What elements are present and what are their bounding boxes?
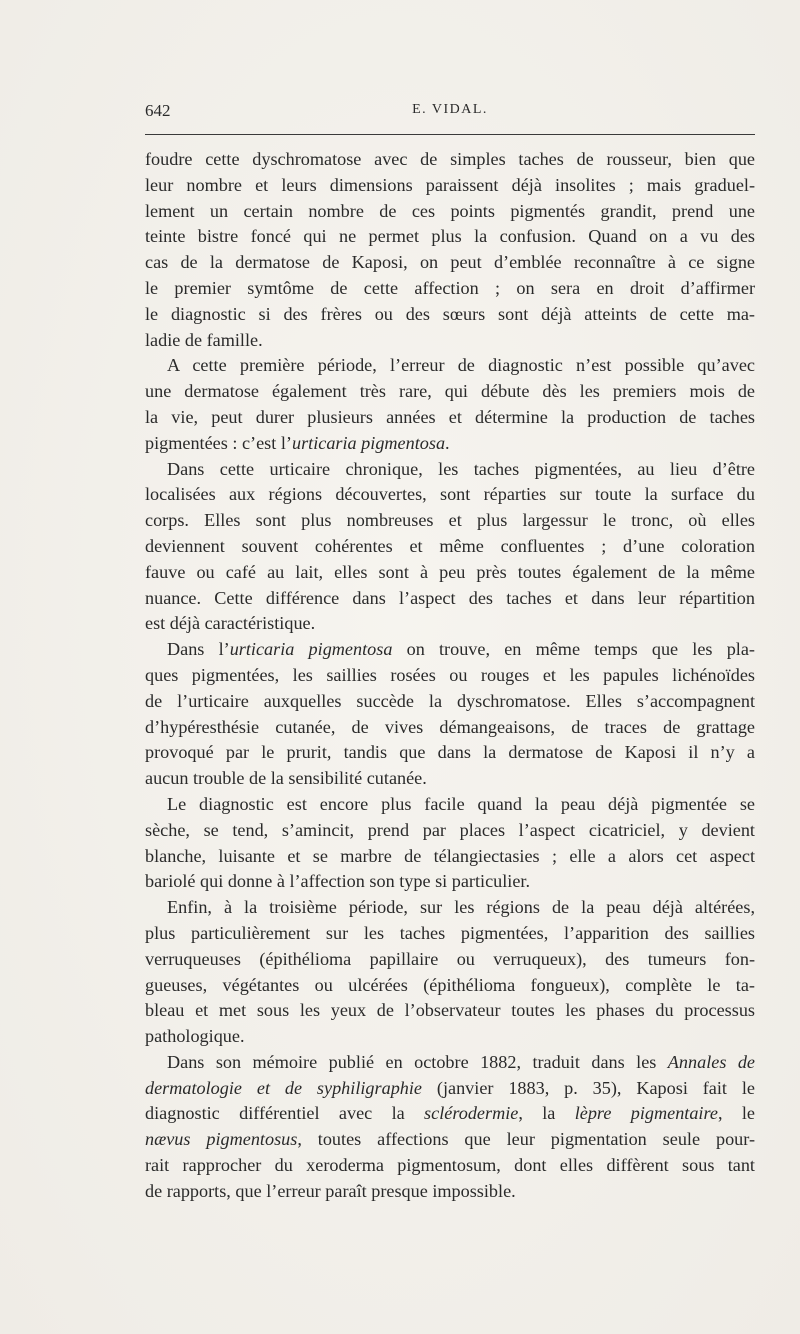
paragraph	[145, 353, 755, 456]
text-line: est déjà caractéristique.	[145, 613, 316, 634]
text-line: leur nombre et leurs dimensions paraissent déjà insolites ; mais graduel-	[145, 174, 755, 195]
text-line: deviennent souvent cohérentes et même confluentes ; d’une coloration	[145, 535, 755, 556]
text-line: corps. Elles sont plus nombreuses et plus largessur le tronc, où elles	[145, 510, 755, 531]
text-line: pigmentées : c’est l’urticaria pigmentosa.	[145, 432, 450, 453]
text-line: A cette première période, l’erreur de diagnostic n’est possible qu’avec	[167, 355, 755, 376]
text-line: nuance. Cette différence dans l’aspect des taches et dans leur répartition	[145, 587, 755, 608]
text-line: fauve ou café au lait, elles sont à peu près toutes également de la même	[145, 561, 755, 582]
text-line: gueuses, végétantes ou ulcérées (épithélioma fongueux), complète le ta-	[145, 974, 755, 995]
text-line: cas de la dermatose de Kaposi, on peut d’emblée reconnaître à ce signe	[145, 252, 755, 273]
paragraph	[145, 147, 755, 353]
text-line: la vie, peut durer plusieurs années et détermine la production de taches	[145, 406, 755, 427]
running-title: E. VIDAL.	[412, 102, 488, 117]
text-line: rait rapprocher du xeroderma pigmentosum, dont elles diffèrent sous tant	[145, 1155, 755, 1176]
text-line: foudre cette dyschromatose avec de simples taches de rousseur, bien que	[145, 149, 755, 169]
text-line: verruqueuses (épithélioma papillaire ou verruqueux), des tumeurs fon-	[145, 948, 755, 969]
text-line: localisées aux régions découvertes, sont réparties sur toute la surface du	[145, 484, 755, 505]
text-line: teinte bistre foncé qui ne permet plus la confusion. Quand on a vu des	[145, 226, 755, 247]
paragraph	[145, 792, 755, 895]
text-line: sèche, se tend, s’amincit, prend par places l’aspect cicatriciel, y devient	[145, 819, 755, 840]
paragraph	[145, 457, 755, 638]
text-line: provoqué par le prurit, tandis que dans la dermatose de Kaposi il n’y a	[145, 742, 755, 763]
text-line: le diagnostic si des frères ou des sœurs sont déjà atteints de cette ma-	[145, 303, 755, 324]
text-line: d’hypéresthésie cutanée, de vives démangeaisons, de traces de grattage	[145, 716, 755, 737]
text-line: dermatologie et de syphiligraphie (janvier 1883, p. 35), Kaposi fait le	[145, 1077, 755, 1098]
text-line: le premier symtôme de cette affection ; on sera en droit d’affirmer	[145, 277, 755, 298]
text-line: ques pigmentées, les saillies rosées ou rouges et les papules lichénoïdes	[145, 664, 755, 685]
text-line: Le diagnostic est encore plus facile quand la peau déjà pigmentée se	[167, 793, 755, 814]
text-line: bleau et met sous les yeux de l’observateur toutes les phases du processus	[145, 1000, 755, 1021]
page-number: 642	[145, 101, 171, 120]
text-line: Dans cette urticaire chronique, les taches pigmentées, au lieu d’être	[167, 458, 755, 479]
text-line: de rapports, que l’erreur paraît presque impossible.	[145, 1180, 516, 1201]
text-line: Dans son mémoire publié en octobre 1882, traduit dans les Annales de	[167, 1051, 755, 1072]
text-line: Enfin, à la troisième période, sur les régions de la peau déjà altérées,	[167, 897, 755, 918]
text-line: diagnostic différentiel avec la sclérodermie, la lèpre pigmentaire, le	[145, 1103, 755, 1124]
text-line: une dermatose également très rare, qui débute dès les premiers mois de	[145, 381, 755, 402]
text-line: nævus pigmentosus, toutes affections que leur pigmentation seule pour-	[145, 1129, 755, 1150]
text-line: aucun trouble de la sensibilité cutanée.	[145, 768, 427, 789]
text-line: Dans l’urticaria pigmentosa on trouve, en même temps que les pla-	[167, 639, 755, 660]
paragraph	[145, 895, 755, 1050]
body-text	[145, 147, 755, 1205]
text-line: plus particulièrement sur les taches pigmentées, l’apparition des saillies	[145, 922, 755, 943]
header-rule	[145, 134, 755, 135]
text-line: lement un certain nombre de ces points pigmentés grandit, prend une	[145, 200, 755, 221]
text-line: bariolé qui donne à l’affection son type si particulier.	[145, 871, 531, 892]
paragraph	[145, 1050, 755, 1205]
text-line: blanche, luisante et se marbre de télangiectasies ; elle a alors cet aspect	[145, 845, 755, 866]
page-header	[145, 101, 755, 127]
text-line: pathologique.	[145, 1026, 245, 1047]
text-line: ladie de famille.	[145, 329, 263, 350]
text-line: de l’urticaire auxquelles succède la dyschromatose. Elles s’accompagnent	[145, 690, 755, 711]
paragraph	[145, 637, 755, 792]
